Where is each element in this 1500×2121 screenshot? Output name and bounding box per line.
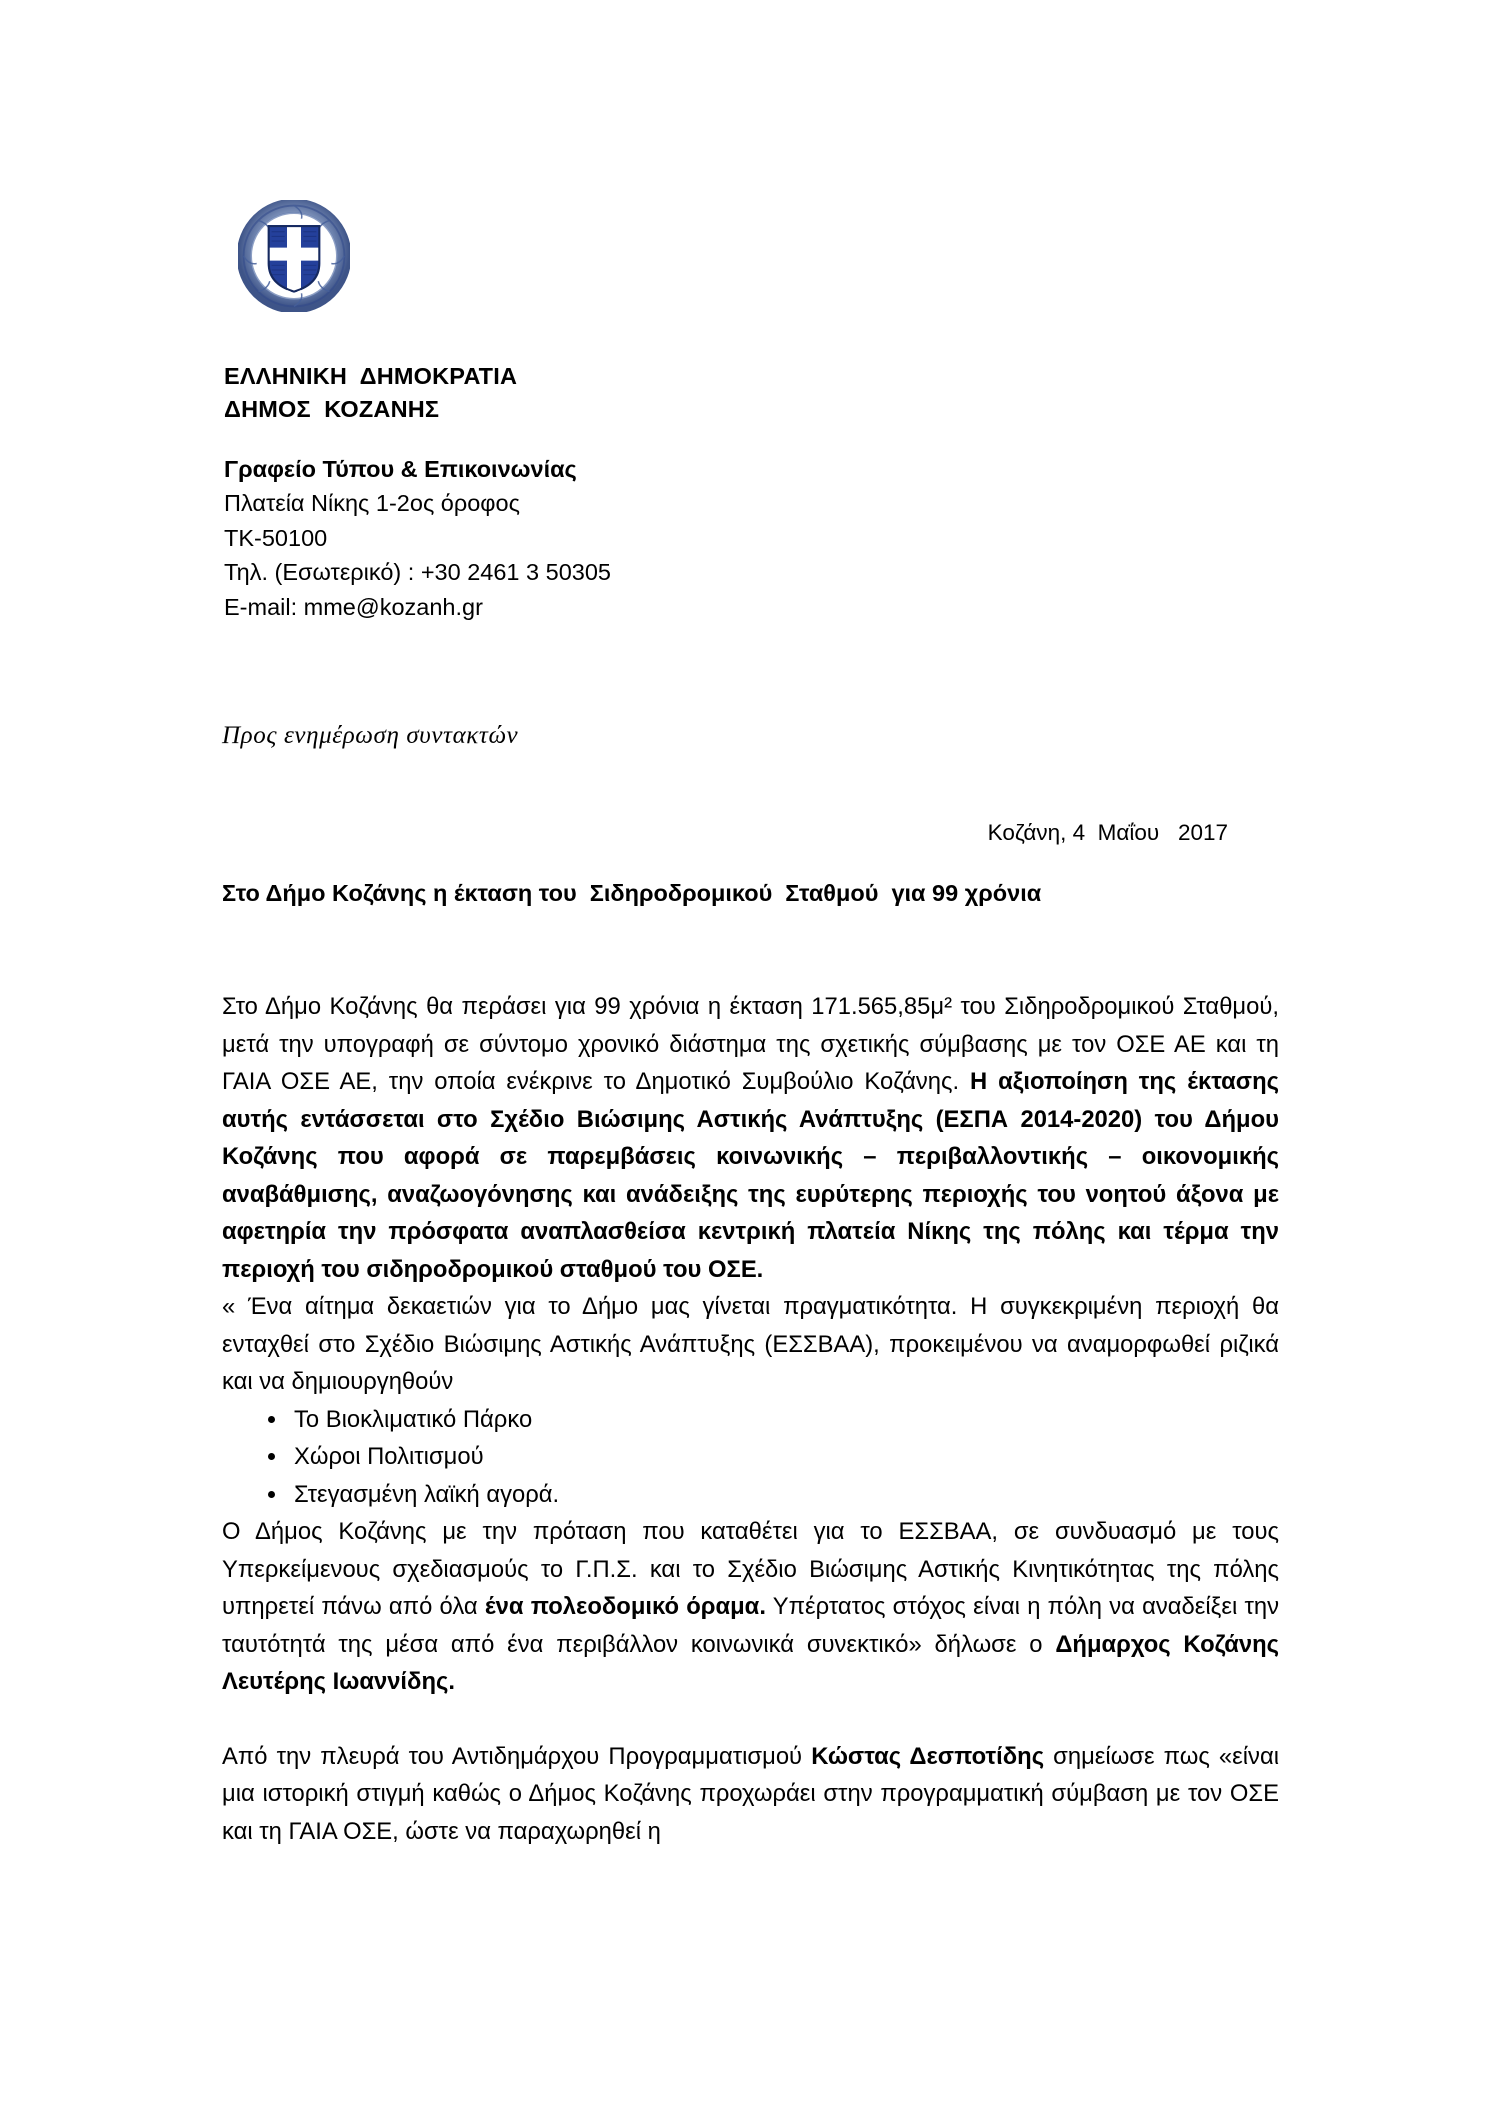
organization-block bbox=[224, 360, 1124, 426]
list-item bbox=[222, 1476, 1279, 1514]
paragraph-4-plain-2: σημείωσε πως «είναι μια ιστορική στιγμή καθώς ο Δήμος Κοζάνης προχωράει στην προγραμματική σύμβαση με τον ΟΣΕ και τη ΓΑΙΑ ΟΣΕ, ώστε να παραχωρηθεί η bbox=[222, 1742, 1279, 1845]
paragraph-4-plain-1: Από την πλευρά του Αντιδημάρχου Προγραμματισμού bbox=[222, 1742, 812, 1770]
paragraph-1-bold: Η αξιοποίηση της έκτασης αυτής εντάσσεται στο Σχέδιο Βιώσιμης Αστικής Ανάπτυξης (ΕΣΠΑ 2014-2020) του Δήμου Κοζάνης που αφορά σε παρεμβάσεις κοινωνικής – περιβαλλοντικής – οικονομικής αναβάθμισης, αναζωογόνησης και ανάδειξης της ευρύτερης περιοχής του νοητού άξονα με αφετηρία την πρόσφατα αναπλασθείσα κεντρική πλατεία Νίκης της πόλης και τέρμα την περιοχή του σιδηροδρομικού σταθμού του ΟΣΕ. bbox=[222, 1068, 1279, 1283]
paragraph-4 bbox=[222, 1738, 1279, 1851]
bullet-dot-icon bbox=[268, 1416, 275, 1423]
list-item-label: Χώροι Πολιτισμού bbox=[294, 1443, 484, 1470]
postal-code: ΤΚ-50100 bbox=[224, 524, 328, 551]
date-line: Κοζάνη, 4 Μαΐου 2017 bbox=[987, 820, 1228, 845]
paragraph-3 bbox=[222, 1513, 1279, 1701]
list-item bbox=[222, 1438, 1279, 1476]
department-block bbox=[224, 452, 1124, 625]
list-item-label: Το Βιοκλιματικό Πάρκο bbox=[294, 1405, 533, 1433]
address-line: Πλατεία Νίκης 1-2ος όροφος bbox=[224, 490, 520, 517]
greek-republic-emblem-icon bbox=[238, 200, 350, 312]
paragraph-3-bold-1: ένα πολεοδομικό όραμα. bbox=[484, 1593, 766, 1620]
press-notice: Προς ενημέρωση συντακτών bbox=[222, 722, 519, 749]
paragraph-spacer bbox=[222, 1701, 1279, 1738]
email-line: E-mail: mme@kozanh.gr bbox=[224, 593, 483, 620]
bullet-dot-icon bbox=[268, 1453, 275, 1460]
organization-line-1: ΕΛΛΗΝΙΚΗ ΔΗΜΟΚΡΑΤΙΑ bbox=[224, 363, 518, 389]
bullet-list bbox=[222, 1401, 1279, 1514]
letterhead bbox=[224, 200, 1124, 624]
list-item-label: Στεγασμένη λαϊκή αγορά. bbox=[294, 1480, 560, 1508]
department-title: Γραφείο Τύπου & Επικοινωνίας bbox=[224, 455, 577, 482]
paragraph-4-bold-1: Κώστας Δεσποτίδης bbox=[811, 1742, 1045, 1770]
phone-line: Τηλ. (Εσωτερικό) : +30 2461 3 50305 bbox=[224, 559, 611, 586]
paragraph-1 bbox=[222, 988, 1279, 1288]
page-title: Στο Δήμο Κοζάνης η έκταση του Σιδηροδρομικού Σταθμού για 99 χρόνια bbox=[222, 880, 1042, 906]
paragraph-3-bold-2: Δήμαρχος Κοζάνης Λευτέρης Ιωαννίδης. bbox=[222, 1630, 1279, 1695]
paragraph-2: « Ένα αίτημα δεκαετιών για το Δήμο μας γίνεται πραγματικότητα. Η συγκεκριμένη περιοχή θα ενταχθεί στο Σχέδιο Βιώσιμης Αστικής Ανάπτυξης (ΕΣΣΒΑΑ), προκειμένου να αναμορφωθεί ριζικά και να δημιουργηθούν bbox=[222, 1293, 1279, 1395]
organization-line-2: ΔΗΜΟΣ ΚΟΖΑΝΗΣ bbox=[224, 395, 440, 422]
paragraph-3-plain-2: Υπέρτατος στόχος είναι η πόλη να αναδείξει την ταυτότητά της μέσα από ένα περιβάλλον κοινωνικά συνεκτικό» δήλωσε ο bbox=[222, 1593, 1279, 1658]
paragraph-1-plain: Στο Δήμο Κοζάνης θα περάσει για 99 χρόνια η έκταση 171.565,85μ² του Σιδηροδρομικού Σταθμού, μετά την υπογραφή σε σύντομο χρονικό διάστημα της σχετικής σύμβασης με τον ΟΣΕ ΑΕ και τη ΓΑΙΑ ΟΣΕ ΑΕ, την οποία ενέκρινε το Δημοτικό Συμβούλιο Κοζάνης. bbox=[222, 993, 1279, 1095]
list-item bbox=[222, 1401, 1279, 1439]
document-body bbox=[222, 988, 1279, 1850]
bullet-dot-icon bbox=[268, 1491, 275, 1498]
paragraph-3-plain-1: Ο Δήμος Κοζάνης με την πρόταση που καταθέτει για το ΕΣΣΒΑΑ, σε συνδυασμό με τους Υπερκείμενους σχεδιασμούς το Γ.Π.Σ. και το Σχέδιο Βιώσιμης Αστικής Κινητικότητας της πόλης υπηρετεί πάνω από όλα bbox=[222, 1518, 1279, 1620]
